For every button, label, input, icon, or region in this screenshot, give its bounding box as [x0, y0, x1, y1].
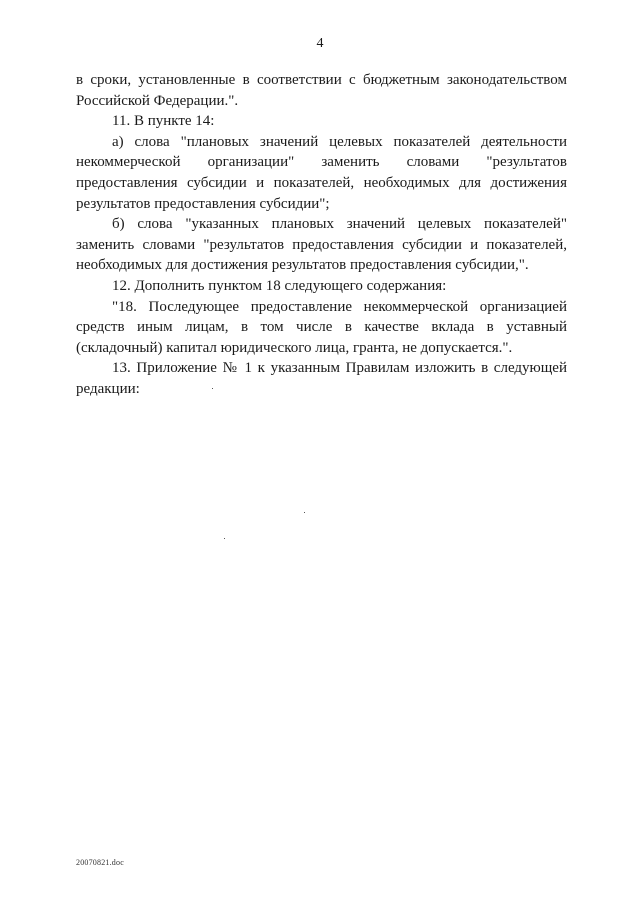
text-line: в сроки, установленные в соответствии с бюджетным законодательством: [76, 72, 567, 88]
page-number: 4: [316, 36, 324, 51]
scan-speck: [224, 538, 225, 539]
text-line: некоммерческой организации" заменить словами "результатов: [76, 154, 567, 171]
text-line: редакции:: [76, 380, 140, 397]
scan-speck: [304, 512, 305, 513]
text-line: 11. В пункте 14:: [112, 113, 215, 130]
text-line: б) слова "указанных плановых значений целевых показателей": [112, 216, 567, 233]
text-line: заменить словами "результатов предоставления субсидии и показателей,: [76, 236, 567, 253]
text-line: необходимых для достижения результатов предоставления субсидии,".: [76, 257, 529, 274]
text-line: результатов предоставления субсидии";: [76, 195, 330, 212]
text-line: средств иным лицам, в том числе в качестве вклада в уставный: [76, 319, 567, 336]
text-line: предоставления субсидии и показателей, необходимых для достижения: [76, 174, 567, 191]
text-line: 13. Приложение № 1 к указанным Правилам изложить в следующей: [112, 360, 567, 377]
text-line: "18. Последующее предоставление некоммерческой организацией: [112, 298, 567, 315]
scan-speck: [212, 388, 213, 389]
text-line: 12. Дополнить пунктом 18 следующего содержания:: [112, 277, 447, 294]
text-line: Российской Федерации.".: [76, 92, 239, 109]
text-line: (складочный) капитал юридического лица, гранта, не допускается.".: [76, 339, 513, 356]
document-body: [76, 70, 567, 400]
footer-filename: 20070821.doc: [76, 858, 124, 867]
text-line: а) слова "плановых значений целевых показателей деятельности: [112, 133, 567, 150]
